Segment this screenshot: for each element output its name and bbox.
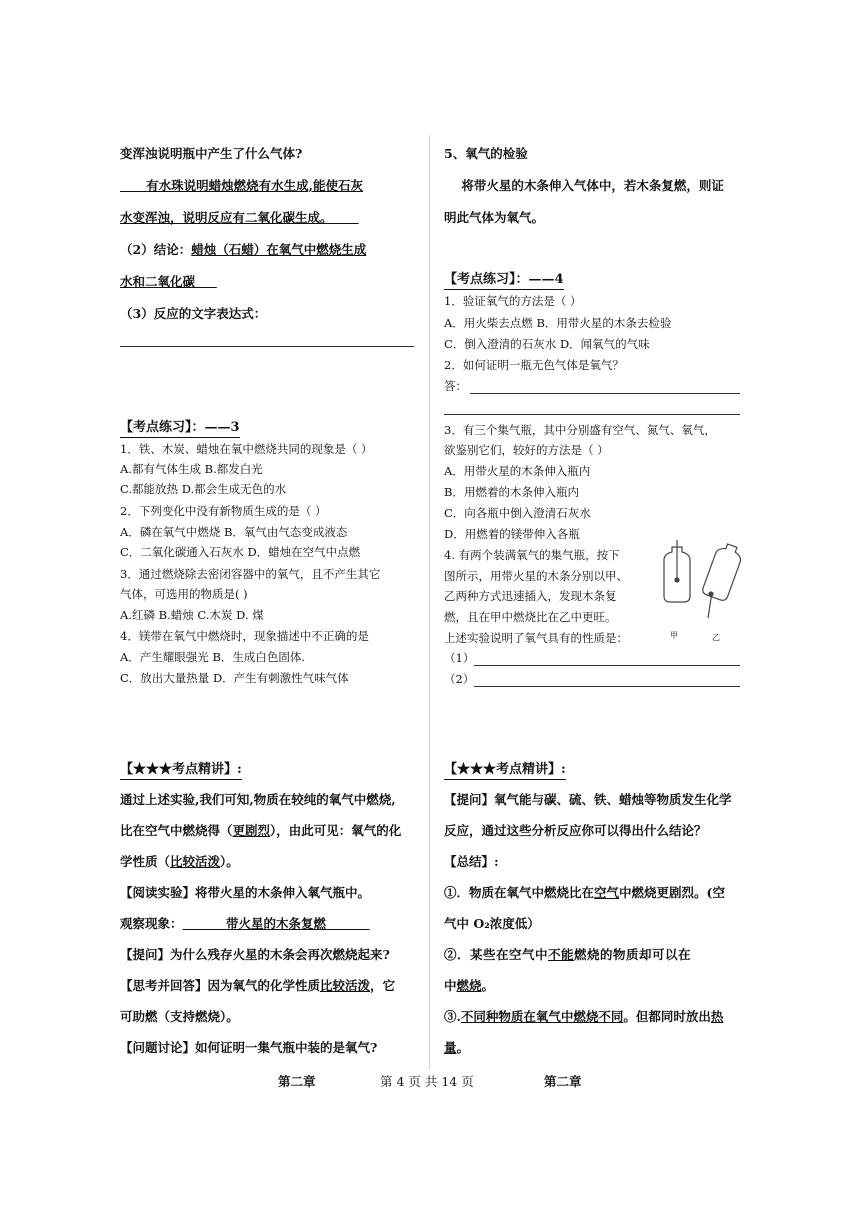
ex3-q2-ab: A．磷在氧气中燃烧 B．氧气由气态变成液态: [120, 525, 348, 539]
figure-label-a: 甲: [670, 631, 678, 640]
summary-point-3b: 量。: [444, 1040, 470, 1055]
ex3-q1-cd: C.都能放热 D.都会生成无色的水: [120, 482, 287, 496]
kp-line-1: 通过上述实验,我们可知,物质在较纯的氧气中燃烧,: [120, 792, 396, 807]
column-divider: [429, 135, 430, 1070]
summary-question-2: 反应，通过这些分析反应你可以得出什么结论？: [444, 823, 707, 838]
ex4-q4-b: 图所示，用带火星的木条分别以甲、: [444, 569, 628, 583]
kp-line-3: 学性质（比较活泼）。: [120, 854, 239, 869]
figure-label-b: 乙: [712, 633, 720, 642]
key-points-header-left: 【★★★考点精讲】:: [120, 762, 242, 780]
ex3-q1: 1．铁、木炭、蜡烛在氧中燃烧共同的现象是（ ）: [120, 442, 373, 456]
footer-chapter-left: 第二章: [278, 1074, 316, 1089]
ex4-q4-blank-1: （1）: [444, 651, 475, 665]
answer-line: [470, 393, 740, 394]
ex4-q1-cd: C．倒入澄清的石灰水 D．闻氧气的气味: [444, 337, 650, 351]
ex4-q3-c: C．向各瓶中倒入澄清石灰水: [444, 506, 591, 520]
ex4-q1: 1．验证氧气的方法是（ ）: [444, 294, 582, 308]
oxygen-test-line-2: 明此气体为氧气。: [444, 210, 545, 225]
kp-reading: 【阅读实验】将带火星的木条伸入氧气瓶中。: [120, 885, 371, 900]
oxygen-test-title: 5、氧气的检验: [444, 146, 528, 161]
ex3-q4-cd: C．放出大量热量 D．产生有刺激性气味气体: [120, 671, 349, 685]
ex3-q2-cd: C．二氧化碳通入石灰水 D．蜡烛在空气中点燃: [120, 545, 361, 559]
ex3-q2: 2．下列变化中没有新物质生成的是（ ）: [120, 504, 327, 518]
key-points-header-right: 【★★★考点精讲】:: [444, 762, 566, 780]
answer-line: [444, 414, 740, 415]
ex4-q3: 3．有三个集气瓶，其中分别盛有空气、氮气、氧气，: [444, 423, 716, 437]
ex4-q4-d: 燃，且在甲中燃烧比在乙中更旺。: [444, 610, 617, 624]
footer-page-number: 第 4 页 共 14 页: [380, 1074, 474, 1089]
left-conclusion-2: 水和二氧化碳: [120, 274, 196, 289]
summary-title: 【总结】:: [444, 854, 499, 869]
answer-line: [120, 346, 414, 347]
ex4-q4-blank-2: （2）: [444, 672, 475, 686]
exercise-4-header: 【考点练习】：——4: [444, 272, 564, 290]
kp-observe: 观察现象： 带火星的木条复燃: [120, 916, 327, 931]
ex4-q3-d: D．用燃着的镁带伸入各瓶: [444, 527, 580, 541]
ex3-q3-b: 气体，可选用的物质是( ): [120, 587, 248, 601]
kp-question: 【提问】为什么残存火星的木条会再次燃烧起来?: [120, 947, 390, 962]
kp-answer-2: 可助燃（支持燃烧）。: [120, 1009, 239, 1024]
footer-chapter-right: 第二章: [544, 1074, 582, 1089]
summary-point-2b: 中燃烧。: [444, 978, 495, 993]
gas-jars-figure: [656, 540, 742, 626]
ex4-q4-c: 乙两种方式迅速插入，发现木条复: [444, 589, 617, 603]
kp-discussion: 【问题讨论】如何证明一集气瓶中装的是氧气?: [120, 1040, 378, 1055]
summary-point-3: ③.不同种物质在氧气中燃烧不同。但都同时放出热: [444, 1009, 724, 1024]
ex3-q3-opts: A.红磷 B.蜡烛 C.木炭 D. 煤: [120, 608, 264, 622]
answer-line: [474, 665, 740, 666]
ex3-q3: 3．通过燃烧除去密闭容器中的氧气，且不产生其它: [120, 567, 381, 581]
exercise-3-header: 【考点练习】：——3: [120, 420, 240, 438]
oxygen-test-line-1: 将带火星的木条伸入气体中，若木条复燃，则证: [461, 178, 724, 193]
left-conclusion: （2）结论：蜡烛（石蜡）在氧气中燃烧生成: [120, 242, 367, 257]
summary-question: 【提问】氧气能与碳、硫、铁、蜡烛等物质发生化学: [444, 792, 732, 807]
summary-point-1: ①．物质在氧气中燃烧比在空气中燃烧更剧烈。(空: [444, 885, 725, 900]
ex4-q3-b-opt: B．用燃着的木条伸入瓶内: [444, 485, 579, 499]
ex4-q1-ab: A．用火柴去点燃 B．用带火星的木条去检验: [444, 316, 672, 330]
ex4-q2-answer-label: 答：: [444, 379, 467, 393]
ex3-q1-ab: A.都有气体生成 B.都发白光: [120, 462, 263, 476]
ex4-q3-b: 欲鉴别它们，较好的方法是（ ）: [444, 443, 609, 457]
ex3-q4-ab: A．产生耀眼强光 B．生成白色固体.: [120, 650, 306, 664]
left-answer-2: 水变浑浊，说明反应有二氧化碳生成。: [120, 210, 333, 225]
kp-line-2: 比在空气中燃烧得（更剧烈），由此可见：氧气的化: [120, 823, 402, 838]
ex4-q2: 2．如何证明一瓶无色气体是氧气？: [444, 358, 624, 372]
ex4-q3-a: A．用带火星的木条伸入瓶内: [444, 464, 591, 478]
ex4-q4: 4. 有两个装满氧气的集气瓶，按下: [444, 548, 620, 562]
left-answer-1: 有水珠说明蜡烛燃烧有水生成,能使石灰: [146, 178, 363, 193]
ex3-q4: 4．镁带在氧气中燃烧时，现象描述中不正确的是: [120, 629, 369, 643]
answer-line: [474, 686, 740, 687]
ex4-q4-e: 上述实验说明了氧气具有的性质是：: [444, 631, 628, 645]
summary-point-1b: 气中 O₂浓度低）: [444, 916, 540, 931]
kp-answer: 【思考并回答】因为氧气的化学性质比较活泼，它: [120, 978, 396, 993]
summary-point-2: ②．某些在空气中不能燃烧的物质却可以在: [444, 947, 692, 962]
left-expression-label: （3）反应的文字表达式：: [120, 306, 267, 321]
left-line-1: 变浑浊说明瓶中产生了什么气体?: [120, 146, 303, 161]
